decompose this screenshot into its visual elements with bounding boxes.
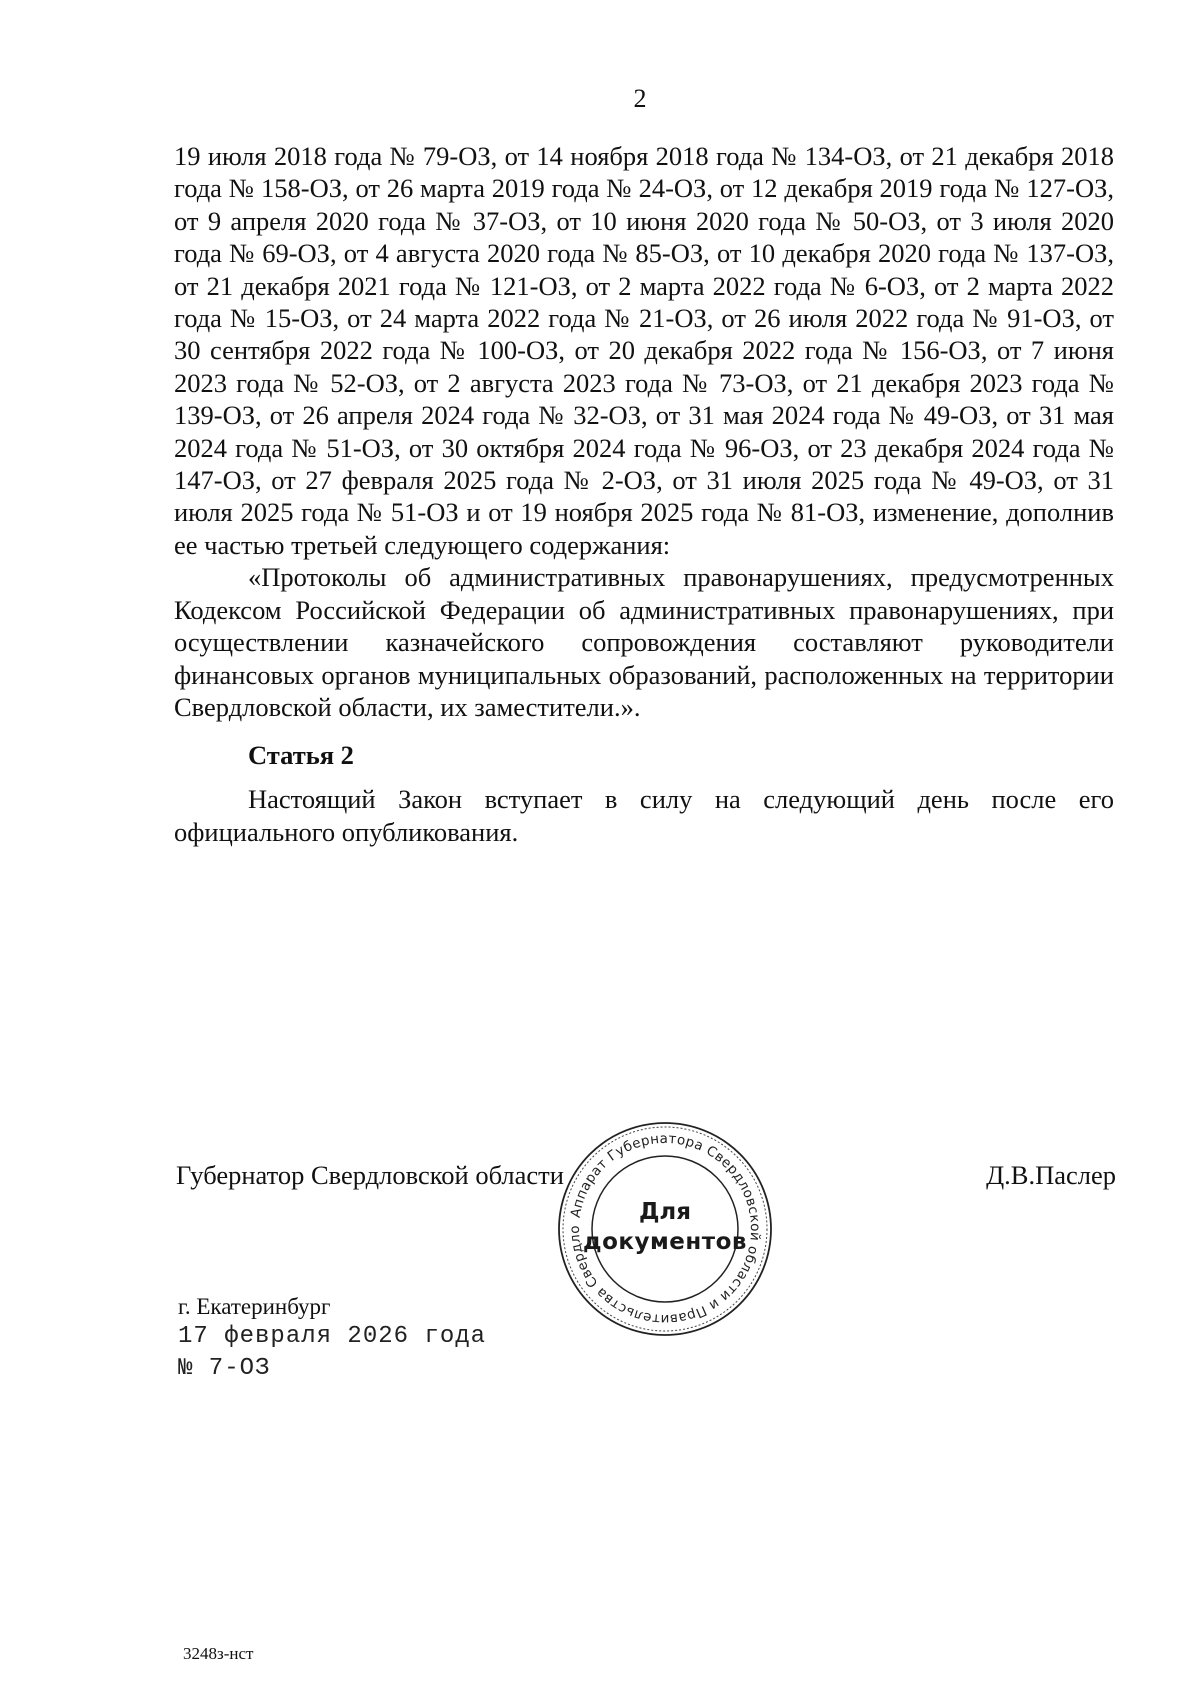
page-number: 2 — [633, 84, 647, 113]
document-code: 3248з-нст — [183, 1644, 254, 1663]
article-text: Настоящий Закон вступает в силу на следующий день после его официального опубликования. — [174, 784, 1114, 847]
official-stamp — [555, 1119, 775, 1339]
place-name: г. Екатеринбург — [178, 1294, 331, 1319]
governor-name: Д.В.Паслер — [986, 1160, 1116, 1190]
article-heading: Статья 2 — [248, 740, 354, 771]
stamp-label-line1: Для — [638, 1199, 692, 1225]
law-number: № 7-ОЗ — [178, 1355, 271, 1382]
stamp-label-line2: документов — [583, 1229, 747, 1255]
quoted-amendment-text: «Протоколы об административных правонарушениях, предусмотренных Кодексом Российской Федерации об административных правонарушениях, при осуществлении казначейского сопровождения составляют руководители финансовых органов муниципальных образований, расположенных на территории Свердловской области, их заместители.». — [174, 562, 1114, 722]
document-body — [174, 140, 1114, 848]
law-date: 17 февраля 2026 года — [178, 1323, 487, 1350]
stamp-ring-text: Аппарат Губернатора Свердловской области и Правительства Свердло — [566, 1130, 764, 1328]
amendment-paragraph: 19 июля 2018 года № 79-ОЗ, от 14 ноября 2018 года № 134-ОЗ, от 21 декабря 2018 года № 158-ОЗ, от 26 марта 2019 года № 24-ОЗ, от 12 декабря 2019 года № 127-ОЗ, от 9 апреля 2020 года № 37-ОЗ, от 10 июня 2020 года № 50-ОЗ, от 3 июля 2020 года № 69-ОЗ, от 4 августа 2020 года № 85-ОЗ, от 10 декабря 2020 года № 137-ОЗ, от 21 декабря 2021 года № 121-ОЗ, от 2 марта 2022 года № 6-ОЗ, от 2 марта 2022 года № 15-ОЗ, от 24 марта 2022 года № 21-ОЗ, от 26 июля 2022 года № 91-ОЗ, от 30 сентября 2022 года № 100-ОЗ, от 20 декабря 2022 года № 156-ОЗ, от 7 июня 2023 года № 52-ОЗ, от 2 августа 2023 года № 73-ОЗ, от 21 декабря 2023 года № 139-ОЗ, от 26 апреля 2024 года № 32-ОЗ, от 31 мая 2024 года № 49-ОЗ, от 31 мая 2024 года № 51-ОЗ, от 30 октября 2024 года № 96-ОЗ, от 23 декабря 2024 года № 147-ОЗ, от 27 февраля 2025 года № 2-ОЗ, от 31 июля 2025 года № 49-ОЗ, от 31 июля 2025 года № 51-ОЗ и от 19 ноября 2025 года № 81-ОЗ, изменение, дополнив ее частью третьей следующего содержания: — [174, 141, 1114, 560]
place-date-block — [178, 1293, 486, 1385]
governor-title: Губернатор Свердловской области — [176, 1160, 564, 1190]
